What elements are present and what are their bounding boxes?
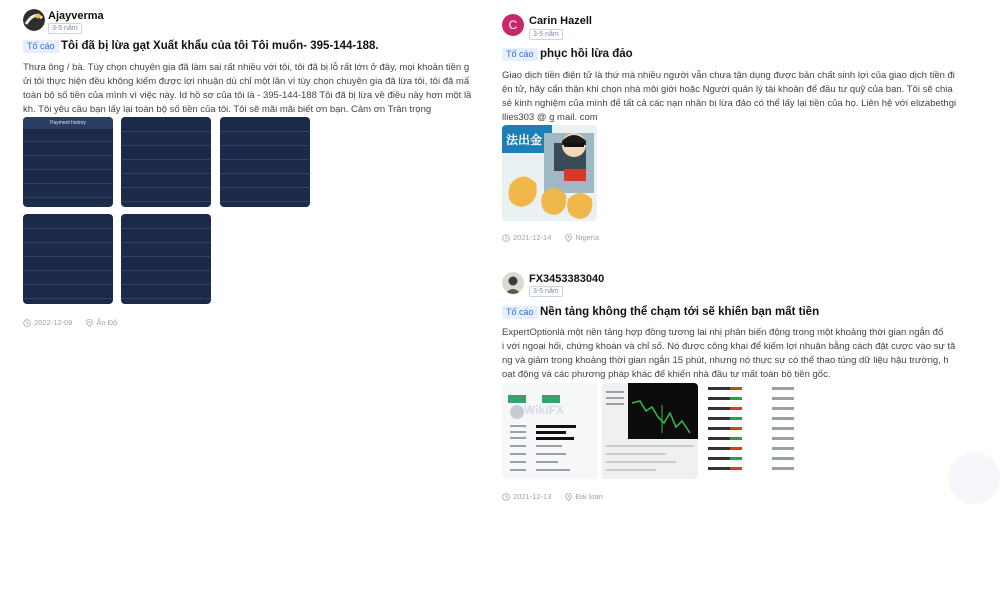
evidence-image[interactable] bbox=[23, 214, 113, 304]
evidence-image[interactable] bbox=[220, 117, 310, 207]
body-line: ExpertOptionlà một nền tảng hợp đồng tương lai nhị phân biến động trong một khoảng thời gian ngắn đố bbox=[502, 327, 944, 338]
table-row bbox=[23, 218, 113, 229]
post-body bbox=[502, 326, 992, 382]
body-line: i với ngoại hối, chứng khoán và chỉ số. Nó được công khai để kiếm lợi nhuận bằng cách đặt cược vào sự tă bbox=[502, 341, 956, 352]
avatar[interactable] bbox=[23, 9, 45, 31]
body-line: llies303 @ g mail. com bbox=[502, 112, 598, 123]
post-location: Đài loan bbox=[575, 492, 603, 501]
table-row bbox=[23, 187, 113, 198]
evidence-image[interactable] bbox=[121, 117, 211, 207]
table-row bbox=[23, 246, 113, 257]
trading-chart-screenshot bbox=[602, 383, 698, 479]
watermark: WikiFX bbox=[524, 403, 564, 417]
body-line: Giao dịch tiền điện tử là thứ mà nhiều người vẫn chưa tận dụng được bản chất sinh lợi của giao dịch tiền đi bbox=[502, 70, 955, 81]
table-row bbox=[23, 288, 113, 299]
body-line: kh. Tôi yêu cầu bạn lấy lại toàn bộ số tiền của tôi. Tôi sẽ mãi mãi biết ơn bạn. Cảm ơn Trân trọng bbox=[23, 104, 432, 115]
experience-badge: 3-5 năm bbox=[529, 286, 563, 297]
table-row bbox=[121, 288, 211, 299]
table-row bbox=[121, 232, 211, 243]
table-row bbox=[220, 177, 310, 188]
table-row bbox=[121, 191, 211, 202]
clock-icon bbox=[502, 493, 510, 501]
body-line: Thưa ông / bà. Tùy chọn chuyên gia đã làm sai rất nhiều với tôi, tôi đã bị lỗ rất lớn ở đây, mọi khoản tiền g bbox=[23, 62, 470, 73]
profile-screenshot bbox=[502, 383, 598, 479]
table-row bbox=[121, 274, 211, 285]
post-body bbox=[23, 61, 483, 117]
username[interactable]: Ajayverma bbox=[48, 10, 104, 22]
body-line: toàn bộ số tiền của mình vì việc này. Id hồ sơ của tôi là - 395-144-188 Tôi đã bị lừa về điều này hơn một lầ bbox=[23, 90, 472, 101]
post-date: 2021-12-13 bbox=[513, 492, 552, 501]
user-avatar-icon bbox=[502, 272, 524, 294]
post-meta bbox=[502, 492, 603, 501]
avatar-letter: C bbox=[508, 18, 518, 32]
table-row bbox=[220, 135, 310, 146]
floating-action-button[interactable] bbox=[948, 452, 1000, 504]
evidence-image[interactable] bbox=[23, 117, 113, 207]
report-tag: Tố cáo bbox=[502, 306, 538, 319]
post-meta bbox=[23, 318, 117, 327]
location-pin-icon bbox=[86, 319, 93, 327]
table-row bbox=[121, 218, 211, 229]
table-row bbox=[121, 260, 211, 271]
post-title[interactable]: phục hồi lừa đảo bbox=[540, 48, 633, 60]
report-tag: Tố cáo bbox=[23, 40, 59, 53]
post-date: 2021-12-14 bbox=[513, 233, 552, 242]
body-line: oạt động và các phương pháp khác để khiến nhà đầu tư mất toàn bộ tiền gốc. bbox=[502, 369, 831, 380]
table-row bbox=[23, 232, 113, 243]
payment-history-header: Payment history bbox=[23, 117, 113, 129]
post-title[interactable]: Tôi đã bị lừa gạt Xuất khẩu của tôi Tôi muốn- 395-144-188. bbox=[61, 40, 379, 52]
table-row bbox=[121, 246, 211, 257]
report-tag: Tố cáo bbox=[502, 48, 538, 61]
table-row bbox=[23, 260, 113, 271]
post-card bbox=[0, 0, 490, 340]
post-meta bbox=[502, 233, 599, 242]
image-caption: 法出金 bbox=[506, 133, 543, 147]
body-line: sẻ kinh nghiệm của mình để tất cả các nạn nhân bị lừa đảo có thể lấy lại tiền của họ. Liên hệ với elizabethgi bbox=[502, 98, 957, 109]
username[interactable]: FX3453383040 bbox=[529, 273, 605, 285]
table-row bbox=[121, 177, 211, 188]
experience-badge: 3-5 năm bbox=[529, 29, 563, 40]
post-body bbox=[502, 69, 992, 125]
body-line: ện tử, hãy cẩn thận khi chọn nhà môi giới hoặc Người quản lý tài khoản để đầu tư quỹ của bạn. Tôi sẽ chia bbox=[502, 84, 953, 95]
table-row bbox=[220, 121, 310, 132]
table-row bbox=[121, 135, 211, 146]
table-row bbox=[121, 149, 211, 160]
table-row bbox=[220, 191, 310, 202]
post-location: Nigeria bbox=[575, 233, 600, 242]
table-row bbox=[23, 274, 113, 285]
user-avatar-icon bbox=[23, 9, 45, 31]
post-card bbox=[490, 262, 1000, 507]
clock-icon bbox=[502, 234, 510, 242]
trade-list-screenshot bbox=[702, 383, 798, 479]
cartoon-image[interactable] bbox=[502, 125, 597, 221]
table-row bbox=[220, 149, 310, 160]
table-row bbox=[121, 163, 211, 174]
table-row bbox=[23, 145, 113, 156]
table-row bbox=[121, 121, 211, 132]
experience-badge: 3-5 năm bbox=[48, 23, 82, 34]
post-card bbox=[490, 0, 1000, 255]
evidence-image[interactable] bbox=[702, 383, 798, 479]
username[interactable]: Carin Hazell bbox=[529, 15, 592, 27]
table-row bbox=[23, 131, 113, 142]
clock-icon bbox=[23, 319, 31, 327]
table-row bbox=[23, 159, 113, 170]
evidence-image[interactable] bbox=[502, 383, 598, 479]
location-pin-icon bbox=[565, 234, 572, 242]
table-row bbox=[220, 163, 310, 174]
body-line: ửi tôi thực hiện đều không kiếm được lợi nhuận dù chỉ một lần vì tùy chọn chuyên gia đã lừa tôi, tôi đã mấ bbox=[23, 76, 470, 87]
post-location: Ấn Độ bbox=[96, 318, 118, 327]
post-date: 2022-12-09 bbox=[34, 318, 73, 327]
avatar[interactable] bbox=[502, 14, 524, 36]
location-pin-icon bbox=[565, 493, 572, 501]
evidence-image[interactable] bbox=[602, 383, 698, 479]
body-line: ng và giảm trong khoảng thời gian ngắn 15 phút, nhưng nó thực sự có thể thao túng dữ liệu hậu trường, h bbox=[502, 355, 949, 366]
avatar[interactable] bbox=[502, 272, 524, 294]
post-title[interactable]: Nền tảng không thể chạm tới sẽ khiến bạn mất tiền bbox=[540, 306, 820, 318]
evidence-image[interactable] bbox=[121, 214, 211, 304]
table-row bbox=[23, 173, 113, 184]
